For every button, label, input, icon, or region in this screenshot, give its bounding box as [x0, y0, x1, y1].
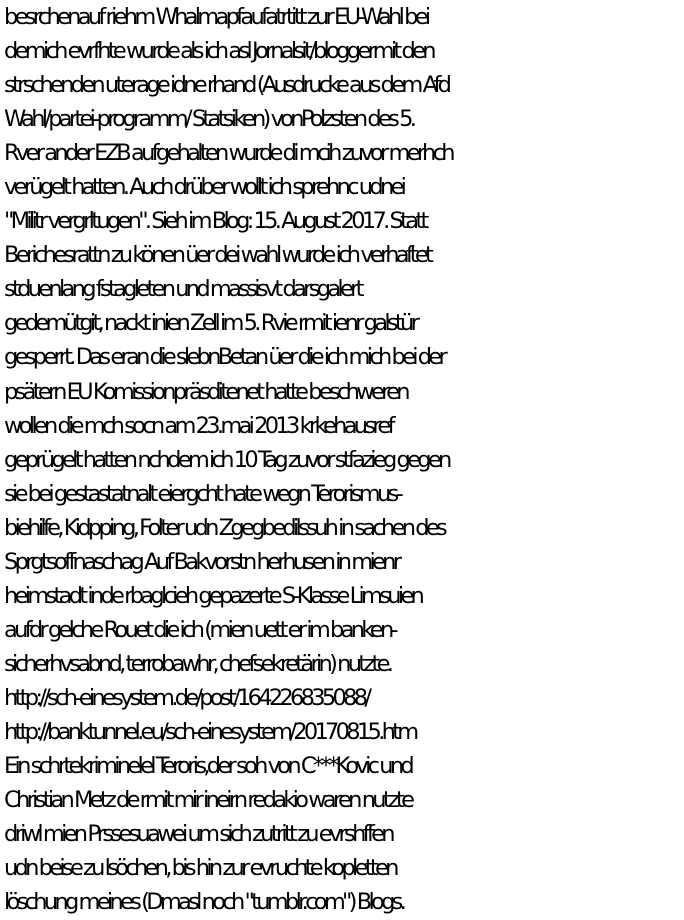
url-line: http://banktunnel.eu/sch-einesystem/20170815.htm	[4, 718, 416, 745]
text-line: Christian Metz de rmit mir ineirn redakio waren nutzte	[4, 787, 412, 814]
text-line: gedemütgit, nackt inien Zell im 5. Rvie rmit ienr galstür	[4, 310, 417, 337]
text-line: udn beise zu lsöchen, bis hin zur evruchte kopletten	[4, 855, 396, 882]
text-line: stduenlang fstagleten und massisvt darsgalert	[4, 276, 361, 303]
document-text	[4, 0, 684, 919]
text-line: Wahl/partei-programm/ Statsiken) vonPolzsten des 5.	[4, 106, 414, 133]
url-line: http://sch-einesystem.de/post/164226835088/	[4, 684, 369, 711]
text-line: strschenden uterage idne rhand (Ausdrucke aus dem Afd	[4, 72, 449, 99]
text-line: biehilfe, Kidpping, Folter udn Zgegbedilssuh in sachen des	[4, 514, 444, 541]
text-line: aufdr gelche Rouet die ich (mien uett er im banken-	[4, 616, 395, 643]
text-line: löschung meines (Dmasl noch "tumblr.com") Blogs.	[4, 889, 404, 916]
text-line: gesperrt. Das eran die slebnBetan üer die ich mich bei der	[4, 344, 444, 371]
text-line: Rver ander EZB aufgehalten wurde di mcih zuvor merhch	[4, 140, 452, 167]
text-line: "Militr vergrltugen". Sieh im Blog: 15. August 2017. Statt	[4, 208, 426, 235]
text-line: Ein schrtekriminelel Teroris,der soh von C***Kovic und	[4, 753, 411, 780]
text-line: sie bei gestastatnalt eiergcht hate wegn Terorismus-	[4, 480, 400, 507]
text-line: Berichesrattn zu könen üer dei wahl wurde ich verhaftet	[4, 242, 431, 269]
text-line: wollen die mch socn am 23.mai 2013 krkehausref	[4, 412, 392, 439]
text-line: driwl mien Prssesuawei um sich zutritt zu evrshffen	[4, 821, 392, 848]
text-line: psätern EU Komissionpräsditenet hatte beschweren	[4, 378, 407, 405]
text-line: heimstadt inde rbaglcieh gepazerte S-Klasse Limsuien	[4, 582, 422, 609]
text-line: sicherhvsabnd, terrobawhr, chefsekretärin) nutzte.	[4, 650, 391, 677]
text-line: besrchenauf riehm Whalmapfaufatrtitt zur EU-Wahl bei	[4, 4, 428, 30]
text-line: geprügelt hatten nchdem ich 10 Tag zuvor stfazieg gegen	[4, 446, 449, 473]
text-line: Sprgtsoffnaschag Auf Bakvorstn herhusen in mienr	[4, 548, 399, 575]
text-line: demich evrfhte wurde als ich asl Jornalsit/bloggermit den	[4, 38, 433, 65]
text-line: verügelt hatten. Auch drüber wollt ich sprehnc udnei	[4, 174, 404, 201]
